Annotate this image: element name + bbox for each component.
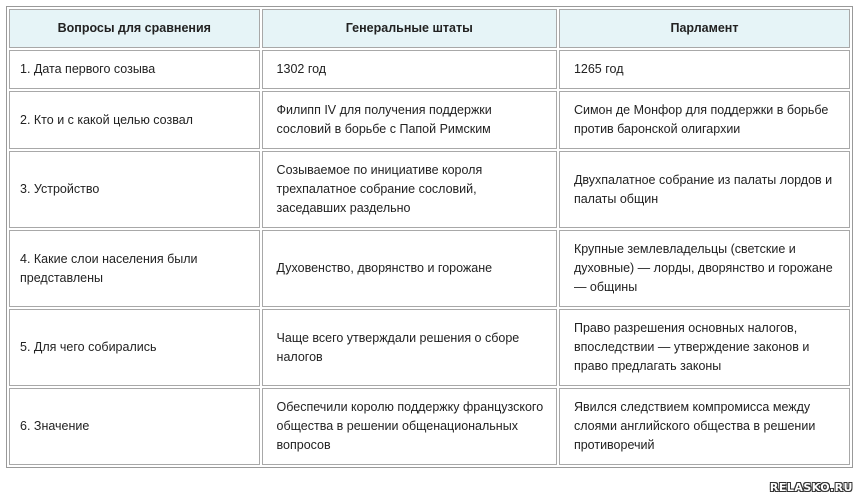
parliament-cell	[559, 50, 850, 89]
parliament-text: Двухпалатное собрание из палаты лордов и палаты общин	[573, 172, 833, 206]
header-parliament: Парламент	[559, 9, 850, 48]
parliament-text: 1265 год	[573, 62, 624, 76]
parliament-cell	[559, 230, 850, 307]
table-row	[9, 309, 850, 386]
question-cell	[9, 50, 260, 89]
question-text: 2. Кто и с какой целью созвал	[20, 112, 193, 127]
question-cell	[9, 309, 260, 386]
question-text: 6. Значение	[20, 419, 90, 433]
parliament-cell	[559, 309, 850, 386]
estates-general-text: Созываемое по инициативе короля трехпалатное собрание сословий, заседавших раздельно	[276, 163, 483, 215]
comparison-table	[6, 6, 853, 468]
table-row	[9, 91, 850, 149]
estates-general-cell	[262, 388, 557, 465]
estates-general-text: Обеспечили королю поддержку французского общества в решении общенациональных вопросов	[276, 400, 544, 452]
question-cell	[9, 151, 260, 228]
estates-general-text: Филипп IV для получения поддержки сословий в борьбе с Папой Римским	[276, 103, 492, 136]
table-header	[9, 9, 850, 48]
parliament-cell	[559, 91, 850, 149]
table-row	[9, 230, 850, 307]
parliament-text: Явился следствием компромисса между слоями английского общества в решении противоречий	[573, 400, 816, 452]
table-body	[9, 50, 850, 465]
parliament-text: Крупные землевладельцы (светские и духовные) — лорды, дворянство и горожане — общины	[573, 242, 833, 294]
estates-general-cell	[262, 151, 557, 228]
question-text: 1. Дата первого созыва	[20, 62, 156, 76]
table-row	[9, 151, 850, 228]
question-cell	[9, 388, 260, 465]
question-text: 4. Какие слои населения были представлены	[20, 251, 198, 285]
parliament-cell	[559, 388, 850, 465]
table-row	[9, 388, 850, 465]
parliament-cell	[559, 151, 850, 228]
question-cell	[9, 91, 260, 149]
estates-general-text: Духовенство, дворянство и горожане	[276, 261, 493, 275]
estates-general-cell	[262, 230, 557, 307]
header-estates-general: Генеральные штаты	[262, 9, 557, 48]
question-text: 5. Для чего собирались	[20, 340, 157, 354]
estates-general-text: Чаще всего утверждали решения о сборе налогов	[276, 330, 520, 364]
estates-general-cell	[262, 309, 557, 386]
site-watermark: RELASKO.RU	[769, 481, 853, 494]
estates-general-cell	[262, 91, 557, 149]
question-cell	[9, 230, 260, 307]
parliament-text: Право разрешения основных налогов, впоследствии — утверждение законов и право предлагать законы	[573, 321, 810, 373]
estates-general-cell	[262, 50, 557, 89]
header-row	[9, 9, 850, 48]
header-questions: Вопросы для сравнения	[9, 9, 260, 48]
parliament-text: Симон де Монфор для поддержки в борьбе против баронской олигархии	[573, 103, 829, 136]
table-row	[9, 50, 850, 89]
estates-general-text: 1302 год	[276, 62, 327, 76]
question-text: 3. Устройство	[20, 182, 100, 196]
